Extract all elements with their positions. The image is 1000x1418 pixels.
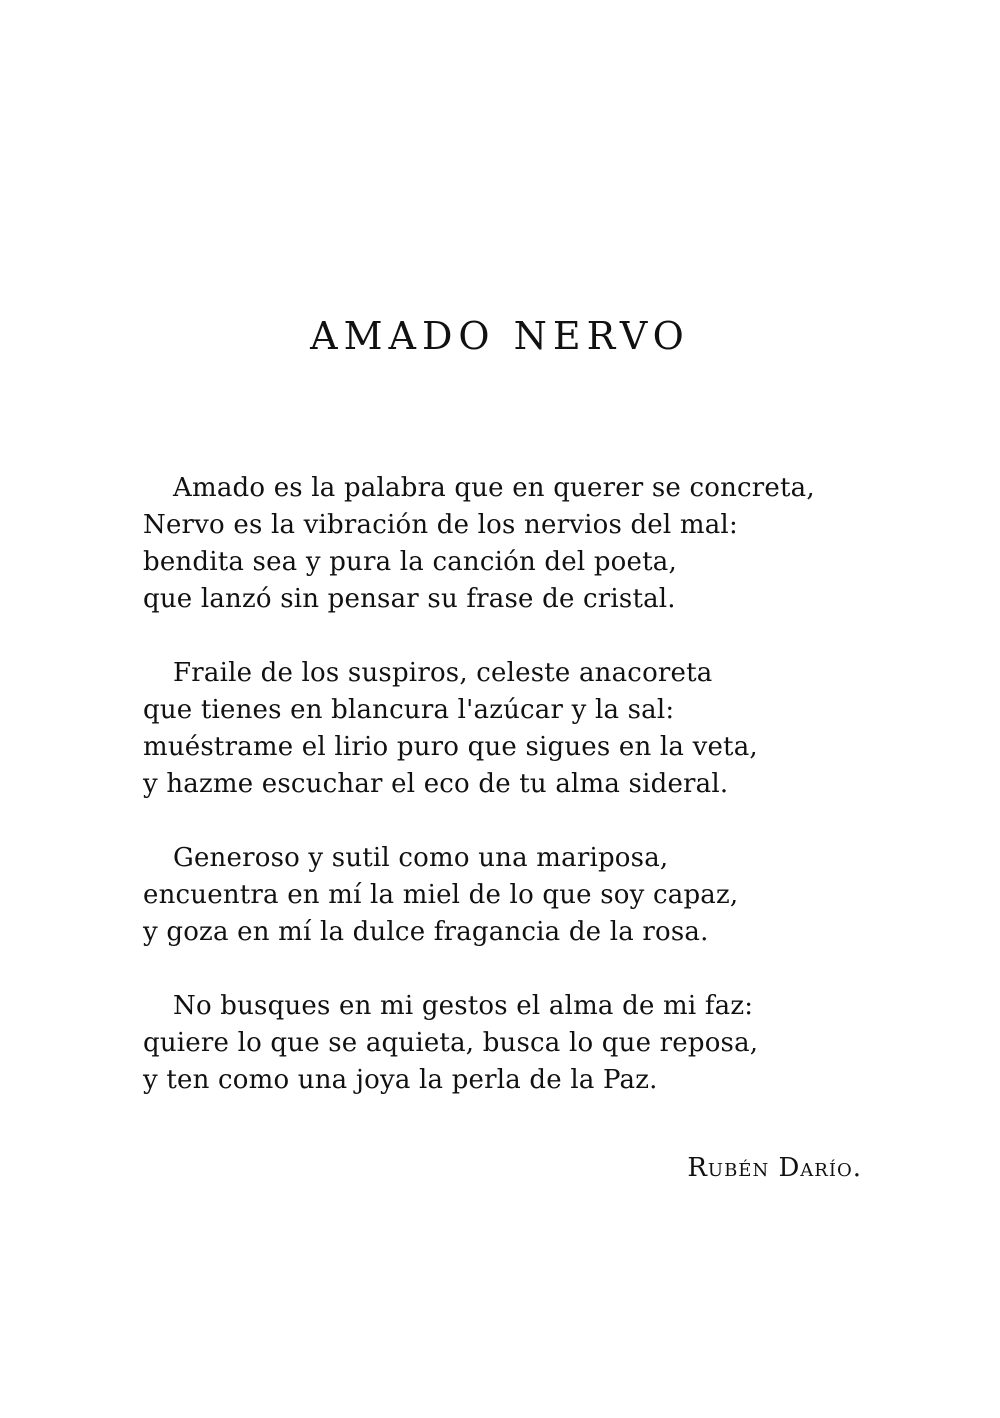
poem-line: Generoso y sutil como una mariposa,: [173, 843, 669, 873]
poem-line: Nervo es la vibración de los nervios del mal:: [143, 510, 738, 540]
author-signature: Rubén Darío.: [687, 1153, 862, 1183]
poem-line: quiere lo que se aquieta, busca lo que reposa,: [143, 1028, 759, 1058]
page-title: AMADO NERVO: [310, 314, 690, 358]
poem-line: No busques en mi gestos el alma de mi faz:: [173, 991, 754, 1021]
poem-line: que tienes en blancura l'azúcar y la sal:: [143, 695, 675, 725]
poem: [143, 470, 903, 1136]
poem-line: que lanzó sin pensar su frase de cristal.: [143, 584, 676, 614]
poem-line: bendita sea y pura la canción del poeta,: [143, 547, 677, 577]
stanza-4: [143, 988, 903, 1099]
poem-line: y hazme escuchar el eco de tu alma sideral.: [143, 769, 729, 799]
poem-line: Fraile de los suspiros, celeste anacoreta: [173, 658, 713, 688]
stanza-1: [143, 470, 903, 618]
poem-line: encuentra en mí la miel de lo que soy capaz,: [143, 880, 739, 910]
poem-line: y ten como una joya la perla de la Paz.: [143, 1065, 658, 1095]
poem-line: muéstrame el lirio puro que sigues en la veta,: [143, 732, 758, 762]
stanza-2: [143, 655, 903, 803]
poem-line: y goza en mí la dulce fragancia de la rosa.: [143, 917, 709, 947]
poem-line: Amado es la palabra que en querer se concreta,: [173, 473, 815, 503]
stanza-3: [143, 840, 903, 951]
